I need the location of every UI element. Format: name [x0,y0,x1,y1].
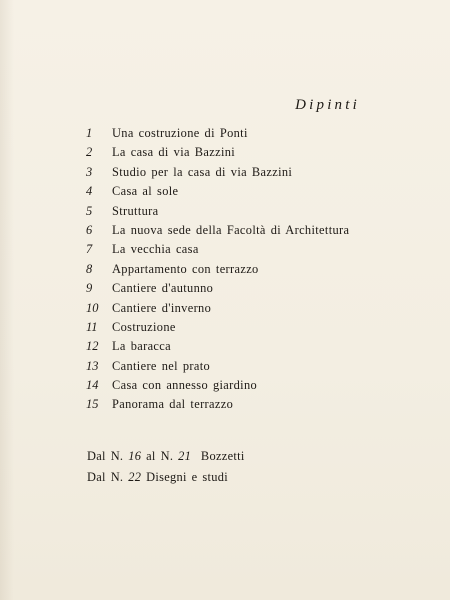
list-item [84,337,349,356]
item-number: 7 [86,242,93,257]
section-heading: Dipinti [295,97,360,113]
range-label: Bozzetti [191,449,245,463]
list-item [84,318,349,337]
item-number: 10 [86,300,99,315]
item-number: 11 [86,319,98,334]
item-number: 4 [86,184,93,199]
list-item [84,240,349,259]
item-number: 12 [86,339,99,354]
item-title: La casa di via Bazzini [112,145,236,160]
range-prefix: Dal N. [87,470,129,484]
item-number: 1 [86,126,93,140]
list-item [84,260,349,279]
item-number: 6 [86,222,93,237]
list-item [84,299,349,318]
list-item [84,279,349,298]
item-number: 9 [86,281,93,296]
item-number: 3 [86,164,93,179]
item-title: La nuova sede della Facoltà di Architettura [112,222,350,237]
item-title: Cantiere nel prato [112,358,211,373]
list-item [84,395,349,414]
list-item [84,143,349,162]
list-item [84,376,349,395]
list-item [84,221,349,240]
range-line-sketches [87,446,245,467]
list-item [84,357,349,376]
range-from: 16 [128,449,142,463]
item-number: 5 [86,203,93,218]
list-item [84,124,349,143]
item-title: Struttura [112,203,159,218]
range-from: 22 [128,470,142,484]
range-notes [87,446,245,488]
range-label: Disegni e studi [141,470,228,484]
item-number: 15 [86,397,99,412]
item-number: 2 [86,145,93,160]
range-to: 21 [178,449,192,463]
list-item [84,163,349,182]
item-title: Cantiere d'inverno [112,300,212,315]
item-title: Appartamento con terrazzo [112,261,259,276]
paintings-list [84,124,349,415]
item-number: 14 [86,378,99,393]
item-title: Cantiere d'autunno [112,281,214,296]
list-item [84,202,349,221]
item-title: Studio per la casa di via Bazzini [112,164,293,179]
item-number: 8 [86,261,93,276]
list-item [84,182,349,201]
range-line-drawings [87,467,245,488]
item-title: Panorama dal terrazzo [112,397,234,412]
item-number: 13 [86,358,99,373]
item-title: Casa al sole [112,184,179,199]
item-title: La vecchia casa [112,242,199,257]
item-title: La baracca [112,339,171,354]
item-title: Costruzione [112,319,176,334]
item-title: Una costruzione di Ponti [112,126,248,140]
item-title: Casa con annesso giardino [112,378,258,393]
range-prefix: Dal N. [87,449,129,463]
range-middle: al N. [141,449,179,463]
